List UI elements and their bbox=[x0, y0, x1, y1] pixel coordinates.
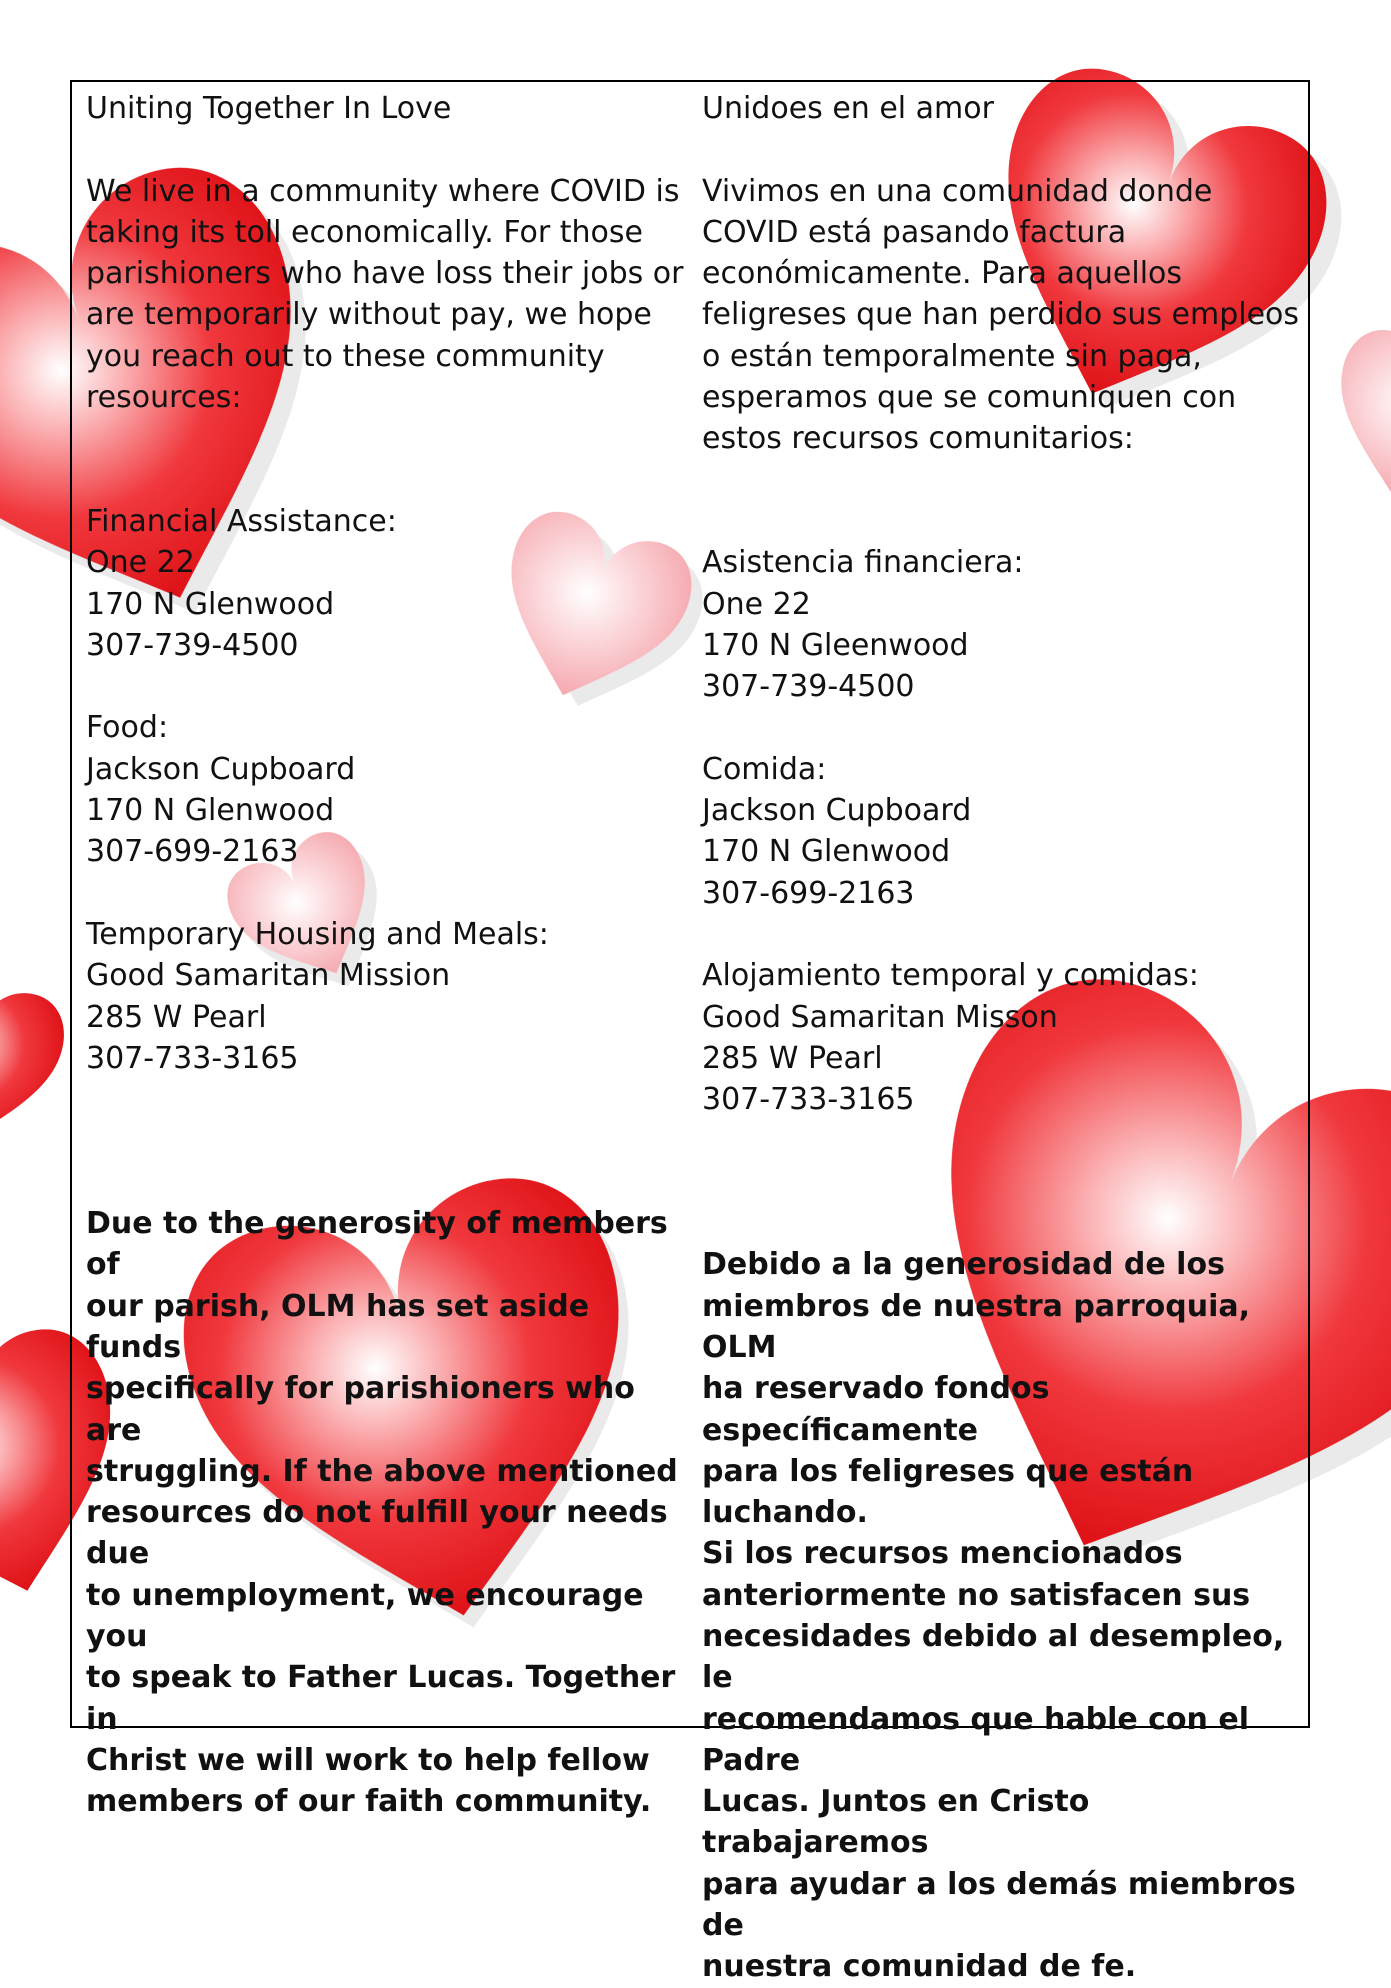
alojamiento-address: 285 W Pearl bbox=[702, 1040, 883, 1076]
spanish-title: Unidoes en el amor bbox=[702, 91, 994, 126]
spanish-intro: Vivimos en una comunidad donde COVID está pasando factura económicamente. Para aquellos feligreses que han perdido sus empleos o están temporalmente sin paga, esperamos que se comuniquen con estos recursos comunitarios: bbox=[702, 173, 1300, 457]
financial-heading: Financial Assistance: bbox=[86, 503, 397, 539]
alojamiento-block bbox=[702, 955, 1312, 1120]
housing-block bbox=[86, 914, 686, 1079]
alojamiento-phone: 307-733-3165 bbox=[702, 1082, 915, 1118]
asistencia-address: 170 N Gleenwood bbox=[702, 627, 969, 663]
spanish-closing-paragraph: Debido a la generosidad de los miembros de nuestra parroquia, OLM ha reservado fondos específicamente para los feligreses que están luchando. Si los recursos mencionados anteriormente no satisfacen sus necesidades debido al desempleo, le recomendamos que hable con el Padre Lucas. Juntos en Cristo trabajaremos para ayudar a los demás miembros de nuestra comunidad de fe. bbox=[702, 1247, 1296, 1985]
housing-phone: 307-733-3165 bbox=[86, 1040, 299, 1076]
asistencia-financiera-block bbox=[702, 542, 1312, 707]
financial-assistance-block bbox=[86, 501, 686, 666]
housing-name: Good Samaritan Mission bbox=[86, 958, 451, 994]
comida-address: 170 N Glenwood bbox=[702, 834, 951, 870]
alojamiento-name: Good Samaritan Misson bbox=[702, 999, 1058, 1035]
red-heart-left-edge bbox=[0, 972, 71, 1158]
english-closing-paragraph: Due to the generosity of members of our parish, OLM has set aside funds specifically for parishioners who are struggling. If the above mentioned resources do not fulfill your needs due to unemployment, we encourage you to speak to Father Lucas. Together in Christ we will work to help fellow members of our faith community. bbox=[86, 1206, 678, 1820]
financial-name: One 22 bbox=[86, 545, 195, 581]
comida-block bbox=[702, 749, 1312, 914]
food-name: Jackson Cupboard bbox=[86, 751, 356, 787]
food-phone: 307-699-2163 bbox=[86, 834, 299, 870]
asistencia-heading: Asistencia financiera: bbox=[702, 545, 1024, 581]
frame-left-line bbox=[70, 80, 72, 1728]
comida-heading: Comida: bbox=[702, 751, 827, 787]
food-address: 170 N Glenwood bbox=[86, 793, 335, 829]
comida-phone: 307-699-2163 bbox=[702, 875, 915, 911]
food-heading: Food: bbox=[86, 710, 169, 746]
asistencia-name: One 22 bbox=[702, 586, 811, 622]
financial-phone: 307-739-4500 bbox=[86, 627, 299, 663]
pink-heart-edge bbox=[1314, 321, 1391, 519]
english-column bbox=[86, 88, 686, 1822]
alojamiento-heading: Alojamiento temporal y comidas: bbox=[702, 958, 1199, 994]
english-title: Uniting Together In Love bbox=[86, 91, 452, 126]
comida-name: Jackson Cupboard bbox=[702, 793, 972, 829]
english-intro: We live in a community where COVID is taking its toll economically. For those parishioners who have loss their jobs or are temporarily without pay, we hope you reach out to these community resources: bbox=[86, 173, 684, 416]
spanish-column bbox=[702, 88, 1312, 1988]
housing-address: 285 W Pearl bbox=[86, 999, 267, 1035]
housing-heading: Temporary Housing and Meals: bbox=[86, 916, 549, 952]
asistencia-phone: 307-739-4500 bbox=[702, 669, 915, 705]
financial-address: 170 N Glenwood bbox=[86, 586, 335, 622]
frame-top-line bbox=[70, 80, 1310, 82]
food-block bbox=[86, 707, 686, 872]
